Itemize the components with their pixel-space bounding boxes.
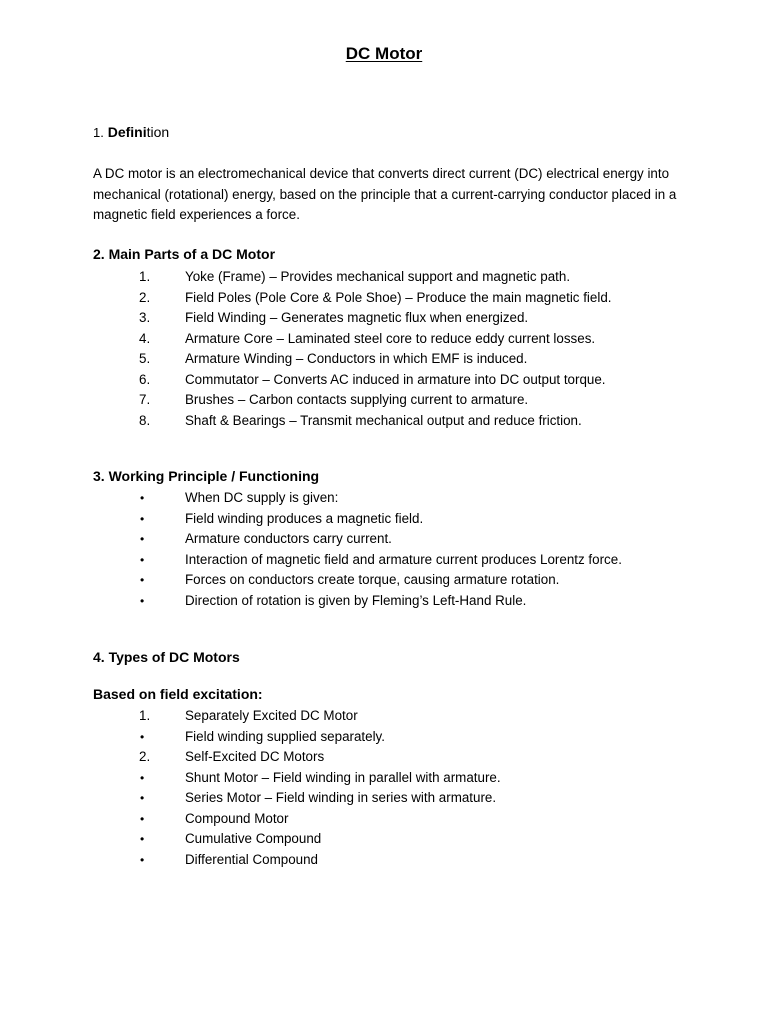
list-item-text: Armature Winding – Conductors in which EMF is induced. — [185, 351, 528, 366]
list-item-text: Differential Compound — [185, 851, 318, 867]
definition-heading-bold: Defini — [107, 124, 147, 140]
list-marker: 1. — [139, 708, 151, 723]
bullet-marker: • — [140, 593, 145, 608]
definition-heading-number: 1. — [93, 125, 104, 140]
list-marker: 7. — [139, 392, 151, 407]
list-item-text: Forces on conductors create torque, causing armature rotation. — [185, 572, 560, 587]
bullet-marker: • — [140, 791, 145, 805]
list-marker: 3. — [139, 310, 151, 325]
bullet-marker: • — [140, 832, 145, 846]
list-marker: 1. — [139, 269, 151, 284]
bullet-marker: • — [140, 811, 145, 826]
definition-heading — [93, 124, 169, 140]
list-item-text: Armature conductors carry current. — [185, 531, 392, 546]
bullet-marker: • — [140, 491, 145, 505]
bullet-marker: • — [140, 852, 145, 867]
list-marker: 2. — [139, 289, 151, 305]
definition-heading-rest: tion — [146, 124, 170, 140]
bullet-marker: • — [140, 729, 145, 744]
list-item-text: Self-Excited DC Motors — [185, 749, 325, 764]
document-title: DC Motor — [345, 44, 423, 63]
list-marker: 4. — [139, 330, 151, 346]
list-item-text: Armature Core – Laminated steel core to reduce eddy current losses. — [185, 330, 596, 346]
list-item-text: Series Motor – Field winding in series with armature. — [185, 790, 497, 805]
bullet-marker: • — [140, 770, 145, 785]
bullet-marker: • — [140, 532, 145, 546]
list-item-text: Cumulative Compound — [185, 831, 322, 846]
types-heading: 4. Types of DC Motors — [93, 649, 240, 665]
list-item-text: Interaction of magnetic field and armature current produces Lorentz force. — [185, 551, 622, 567]
list-item-text: Commutator – Converts AC induced in armature into DC output torque. — [185, 371, 606, 387]
definition-paragraph: A DC motor is an electromechanical device that converts direct current (DC) electrical energy into mechanical (rotational) energy, based on the principle that a current-carrying conductor placed in a magnetic field experiences a force. — [93, 166, 677, 222]
bullet-marker: • — [140, 511, 145, 526]
list-item-text: Direction of rotation is given by Fleming’s Left-Hand Rule. — [185, 592, 527, 608]
working-heading: 3. Working Principle / Functioning — [93, 468, 320, 484]
list-item-text: Field Winding – Generates magnetic flux when energized. — [185, 310, 529, 325]
list-marker: 6. — [139, 371, 151, 387]
types-subheading: Based on field excitation: — [93, 686, 263, 702]
list-item-text: Field Poles (Pole Core & Pole Shoe) – Produce the main magnetic field. — [185, 289, 612, 305]
bullet-marker: • — [140, 573, 145, 587]
parts-heading: 2. Main Parts of a DC Motor — [93, 246, 276, 262]
list-item-text: Yoke (Frame) – Provides mechanical support and magnetic path. — [185, 269, 571, 284]
list-marker: 2. — [139, 749, 151, 764]
list-item-text: Compound Motor — [185, 810, 289, 826]
list-item-text: Separately Excited DC Motor — [185, 708, 358, 723]
list-item-text: Shunt Motor – Field winding in parallel with armature. — [185, 769, 501, 785]
bullet-marker: • — [140, 552, 145, 567]
list-item-text: Brushes – Carbon contacts supplying current to armature. — [185, 392, 529, 407]
list-marker: 5. — [139, 351, 151, 366]
list-item-text: Field winding supplied separately. — [185, 728, 385, 744]
list-item-text: Shaft & Bearings – Transmit mechanical output and reduce friction. — [185, 412, 582, 428]
list-item-text: Field winding produces a magnetic field. — [185, 510, 424, 526]
list-item-text: When DC supply is given: — [185, 490, 339, 505]
list-marker: 8. — [139, 412, 151, 428]
